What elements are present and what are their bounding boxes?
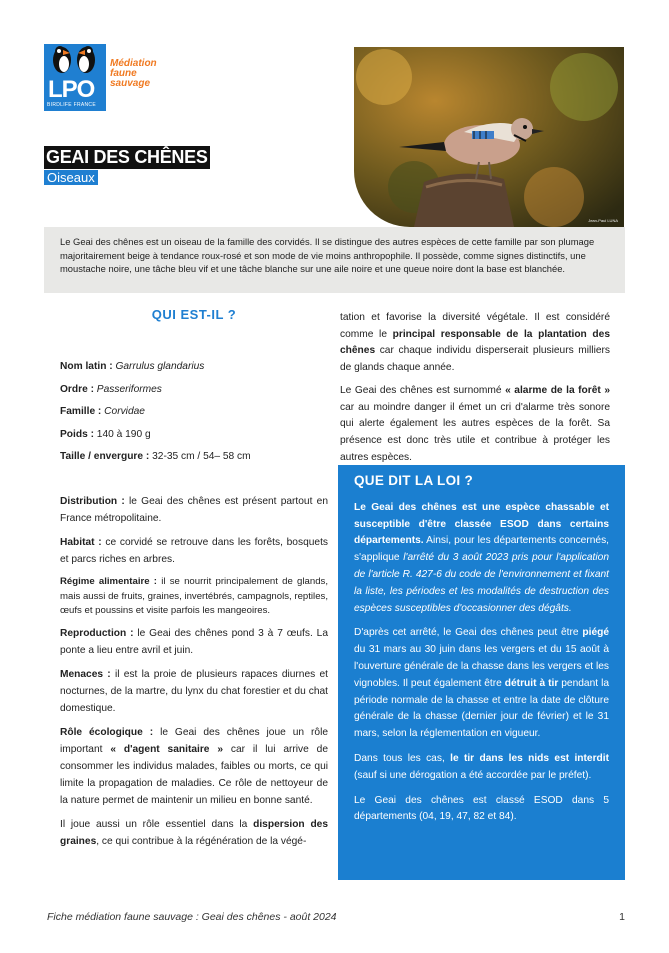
- title-block: [44, 146, 210, 187]
- dispersion-text-1: Il joue aussi un rôle essentiel dans la: [60, 819, 254, 831]
- role-text-1: le Geai des chênes joue un rôle important: [60, 727, 328, 756]
- reproduction-label: Reproduction :: [60, 628, 138, 640]
- jay-bird-image: [354, 47, 624, 227]
- reproduction-text: le Geai des chênes pond 3 à 7 œufs. La ponte a lieu entre avril et juin.: [60, 628, 328, 657]
- alarm-text-bold: « alarme de la forêt »: [505, 384, 611, 396]
- law-p2-bold-1: piégé: [582, 627, 609, 639]
- role-text-bold: « d'agent sanitaire »: [110, 744, 223, 756]
- dispersion-continued-paragraph: [340, 310, 610, 377]
- logo-tagline-2: faune: [110, 68, 137, 79]
- diet-text: il se nourrit principalement de glands, mais aussi de fruits, graines, invertébrés, campagnols, reptiles, œufs et poussins et visite parfois les mangeoires.: [60, 576, 328, 616]
- logo-tagline-3: sauvage: [110, 78, 151, 89]
- law-box: [338, 465, 625, 880]
- role-paragraph: [60, 724, 328, 809]
- page-number: 1: [619, 911, 625, 923]
- photo-credit: Jean-Paul LUNA: [588, 218, 618, 223]
- logo-tagline: [110, 59, 157, 89]
- law-p3-text-1: Dans tous les cas,: [354, 752, 451, 764]
- law-paragraph-2: [354, 625, 609, 743]
- habitat-paragraph: [60, 534, 328, 568]
- fact-value: Corvidae: [104, 406, 145, 418]
- lpo-logo-badge: [44, 44, 106, 111]
- dispersion-text-2: , ce qui contribue à la régénération de la végé-: [96, 836, 307, 848]
- logo-org-sub: BIRDLIFE FRANCE: [47, 102, 96, 108]
- law-p3-text-2: (sauf si une dérogation a été accordée par le préfet).: [354, 769, 592, 781]
- role-text-2: car il lui arrive de consommer les individus malades, faibles ou morts, ce qui limite la propagation de maladies. Ce rôle de nettoyeur de la nature permet de maintenir un milieu en bonne santé.: [60, 744, 329, 807]
- logo-org: LPO: [48, 76, 95, 103]
- fact-label: Famille :: [60, 406, 105, 418]
- law-p1-italic: l'arrêté du 3 août 2023 pris pour l'application de l'article R. 427-6 du code de l'environnement et fixant la liste, les périodes et les modalités de destruction des espèces susceptibles d'occasionner des dégâts.: [354, 552, 609, 614]
- law-p2-text-1: D'après cet arrêté, le Geai des chênes peut être: [354, 627, 583, 639]
- role-label: Rôle écologique :: [60, 727, 161, 739]
- puffin-icon: [44, 44, 106, 78]
- law-paragraph-1: [354, 500, 609, 618]
- description: [60, 493, 328, 850]
- logo-tagline-1: Médiation: [110, 58, 157, 69]
- law-paragraph-3: [354, 751, 609, 785]
- fact-value: Garrulus glandarius: [115, 361, 205, 373]
- fact-label: Poids :: [60, 428, 97, 440]
- habitat-label: Habitat :: [60, 537, 106, 549]
- dispersion-text-bold: dispersion des graines: [60, 819, 328, 848]
- diet-label: Régime alimentaire :: [60, 576, 162, 588]
- law-heading: QUE DIT LA LOI ?: [354, 473, 474, 488]
- law-p3-bold: le tir dans les nids est interdit: [450, 752, 609, 764]
- dispersion-paragraph: [60, 816, 328, 850]
- page-title: GEAI DES CHÊNES: [46, 147, 208, 167]
- alarm-text-1: Le Geai des chênes est surnommé: [340, 384, 506, 396]
- distribution-label: Distribution :: [60, 496, 130, 508]
- law-p1-text: Ainsi, pour les départements concernés, s'applique: [354, 535, 609, 564]
- fact-label: Taille / envergure :: [60, 451, 153, 463]
- diet-paragraph: [60, 575, 328, 618]
- law-p2-text-3: pendant la période normale de la chasse et entre la date de clôture générale de la chasse (dernier jour de février) et le 31 mars, selon la réglementation en vigueur.: [354, 677, 609, 740]
- facts-list: [60, 359, 328, 465]
- distribution-text: le Geai des chênes est présent partout en France métropolitaine.: [60, 496, 328, 525]
- lpo-logo: [44, 44, 172, 111]
- law-p2-bold-2: détruit à tir: [504, 677, 559, 689]
- alarm-paragraph: [340, 383, 610, 467]
- law-paragraph-4: Le Geai des chênes est classé ESOD dans 5 départements (04, 19, 47, 82 et 84).: [354, 794, 609, 823]
- fact-family: [60, 404, 328, 420]
- continued-text-2: car chaque individu disperserait plusieurs milliers de glands chaque année.: [340, 345, 610, 374]
- fact-size: [60, 449, 328, 465]
- threats-text: il est la proie de plusieurs rapaces diurnes et nocturnes, de la martre, du lynx du chat forestier et du chat domestique.: [60, 669, 328, 715]
- fact-weight: [60, 427, 328, 443]
- alarm-text-2: car au moindre danger il émet un cri d'alarme très sonore qui alerte également les autres espèces de la forêt. Sa présence est donc très utile et contribue à protéger les autres espèces.: [340, 401, 610, 463]
- law-p2-text-2: du 31 mars au 30 juin dans les vergers et du 15 août à l'ouverture générale de la chasse dans les vergers et les vignobles. Il peut également être: [354, 644, 609, 689]
- page-subtitle: Oiseaux: [44, 170, 98, 185]
- habitat-text: ce corvidé se retrouve dans les forêts, bosquets et parcs riches en arbres.: [60, 537, 328, 566]
- fact-value: 140 à 190 g: [96, 428, 151, 440]
- left-column: [60, 303, 328, 857]
- footer: [47, 911, 625, 923]
- reproduction-paragraph: [60, 625, 328, 659]
- fact-value: 32-35 cm / 54– 58 cm: [152, 451, 251, 463]
- continued-text-1: tation et favorise la diversité végétale. Il est considéré comme le: [340, 312, 610, 340]
- law-p1-bold: Le Geai des chênes est une espèce chassable et susceptible d'être classée ESOD dans certains départements.: [354, 501, 609, 547]
- threats-label: Menaces :: [60, 669, 115, 681]
- intro-box: Le Geai des chênes est un oiseau de la famille des corvidés. Il se distingue des autres espèces de cette famille par son plumage majoritairement beige à tendance roux-rosé et son mode de vie moins anthropophile. Il possède, comme signes distinctifs, une moustache noire, une tâche bleu vif et une tâche blanche sur une aile noire et une queue noire dont la base est blanchée.: [44, 227, 625, 293]
- distribution-paragraph: [60, 493, 328, 527]
- threats-paragraph: [60, 666, 328, 717]
- fact-order: [60, 382, 328, 398]
- fact-label: Nom latin :: [60, 361, 116, 373]
- fact-value: Passeriformes: [96, 383, 162, 395]
- fact-label: Ordre :: [60, 383, 97, 395]
- fact-latin-name: [60, 359, 328, 375]
- who-heading: QUI EST-IL ?: [151, 307, 237, 322]
- jay-photo: [354, 47, 624, 227]
- footer-text: Fiche médiation faune sauvage : Geai des chênes - août 2024: [47, 911, 337, 923]
- continued-text-bold: principal responsable de la plantation des chênes: [340, 328, 610, 357]
- right-column-text: [340, 310, 610, 472]
